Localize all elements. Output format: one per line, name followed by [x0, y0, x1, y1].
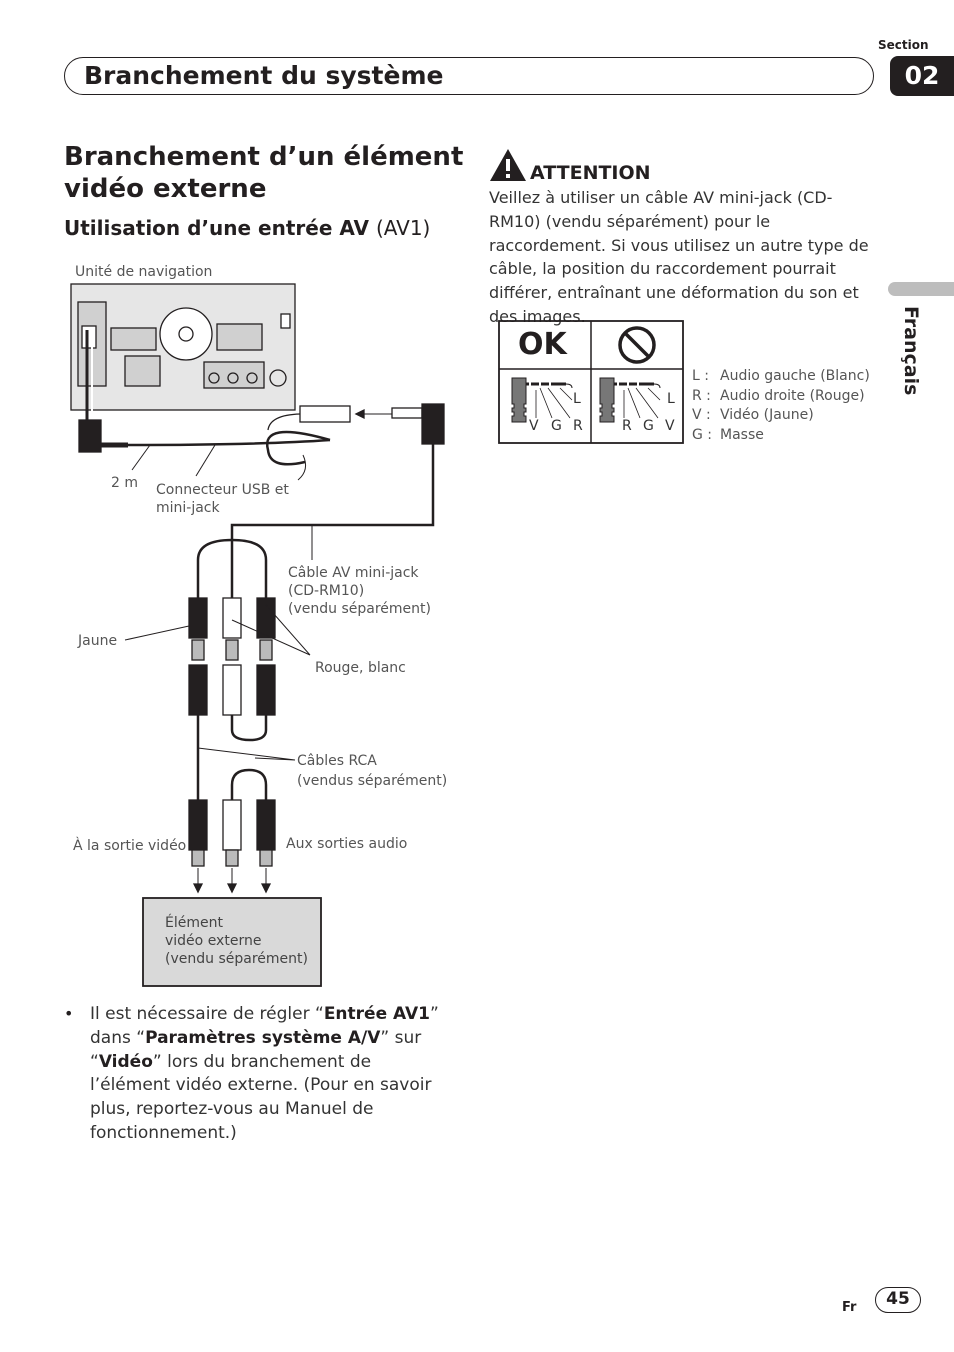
note-value-video: Vidéo: [98, 1051, 153, 1072]
label-nav-unit: Unité de navigation: [75, 264, 213, 280]
label-usb-line1: Connecteur USB et: [156, 482, 289, 498]
legend-key: V :: [692, 407, 711, 423]
label-rca-cables: [297, 752, 447, 790]
attention-title: ATTENTION: [530, 162, 651, 184]
bad-letter-v: V: [665, 418, 675, 434]
label-device-line1: Élément: [165, 915, 223, 931]
legend-key: G :: [692, 426, 713, 443]
label-av-line1: Câble AV mini-jack: [288, 565, 419, 581]
page-title: Branchement d’un élément vidéo externe: [64, 142, 464, 204]
label-yellow: Jaune: [78, 633, 118, 649]
setup-note: [90, 1003, 450, 1146]
note-menu-av-system: Paramètres système A/V: [145, 1027, 381, 1048]
subtitle-input-name: (AV1): [375, 216, 431, 240]
label-av-line3: (vendu séparément): [288, 601, 431, 617]
label-av-line2: (CD-RM10): [288, 583, 365, 599]
legend-row: [692, 367, 870, 387]
label-audio-out: Aux sorties audio: [286, 836, 408, 852]
language-tab-label: Français: [900, 306, 922, 396]
minijack-socket: [300, 406, 350, 422]
ok-letter-top: L: [573, 391, 581, 407]
bad-letter-g: G: [643, 418, 654, 434]
label-video-out: À la sortie vidéo: [73, 838, 187, 854]
section-number-badge: 02: [890, 56, 954, 96]
page-number: 45: [875, 1287, 921, 1313]
legend-row: [692, 387, 870, 407]
note-text: ” lors du branchement de l’élément vidéo externe. (Pour en savoir plus, reportez-vous au Manuel de fonctionnement.): [90, 1051, 432, 1143]
warning-triangle-icon: [489, 148, 527, 182]
legend-value: Vidéo (Jaune): [720, 407, 814, 423]
connection-diagram: [60, 260, 460, 1000]
ok-label: OK: [518, 327, 567, 362]
footer-language: Fr: [842, 1300, 857, 1315]
legend-value: Audio gauche (Blanc): [720, 368, 870, 384]
legend-key: L :: [692, 368, 709, 384]
subtitle-main: Utilisation d’une entrée AV: [64, 216, 376, 240]
label-usb-line2: mini-jack: [156, 500, 220, 516]
label-av-cable: [288, 564, 431, 618]
chapter-title: Branchement du système: [84, 61, 444, 90]
label-cable-length: 2 m: [111, 475, 138, 491]
ok-letter-g: G: [551, 418, 562, 434]
bullet-icon: •: [64, 1004, 74, 1023]
minijack-plug: [422, 404, 444, 444]
note-text: ” dans “: [90, 1004, 439, 1048]
attention-text: Veillez à utiliser un câble AV mini-jack (CD-RM10) (vendu séparément) pour le raccordement. Si vous utilisez un autre type de câble, la position du raccordement pourrait différer, entraînant une déformation du son et des images.: [489, 188, 869, 326]
usb-minijack-plug: [79, 420, 101, 452]
label-rca-line2: (vendus séparément): [297, 773, 448, 789]
language-tab-bar: [888, 282, 954, 296]
label-external-device: [165, 914, 308, 968]
label-red-white: Rouge, blanc: [315, 660, 406, 676]
ok-letter-r: R: [573, 418, 583, 434]
label-device-line2: vidéo externe: [165, 933, 262, 949]
note-text: Il est nécessaire de régler “: [90, 1004, 324, 1024]
bad-letter-r: R: [622, 418, 632, 434]
legend-value: Audio droite (Rouge): [720, 387, 865, 404]
ok-letter-v: V: [529, 418, 539, 434]
legend-key: R :: [692, 387, 711, 404]
label-device-line3: (vendu séparément): [165, 951, 308, 967]
note-setting-av1: Entrée AV1: [323, 1004, 431, 1024]
cooling-fan-icon: [160, 308, 212, 360]
section-label: Section: [878, 38, 929, 52]
legend-value: Masse: [720, 426, 764, 443]
note-text: ” sur “: [90, 1027, 422, 1072]
label-rca-line1: Câbles RCA: [297, 753, 377, 769]
bad-letter-top: L: [667, 391, 675, 407]
plug-legend: [692, 367, 870, 445]
legend-row: [692, 426, 870, 446]
label-usb-connector: [156, 481, 289, 517]
section-subtitle: [64, 214, 430, 242]
legend-row: [692, 406, 870, 426]
